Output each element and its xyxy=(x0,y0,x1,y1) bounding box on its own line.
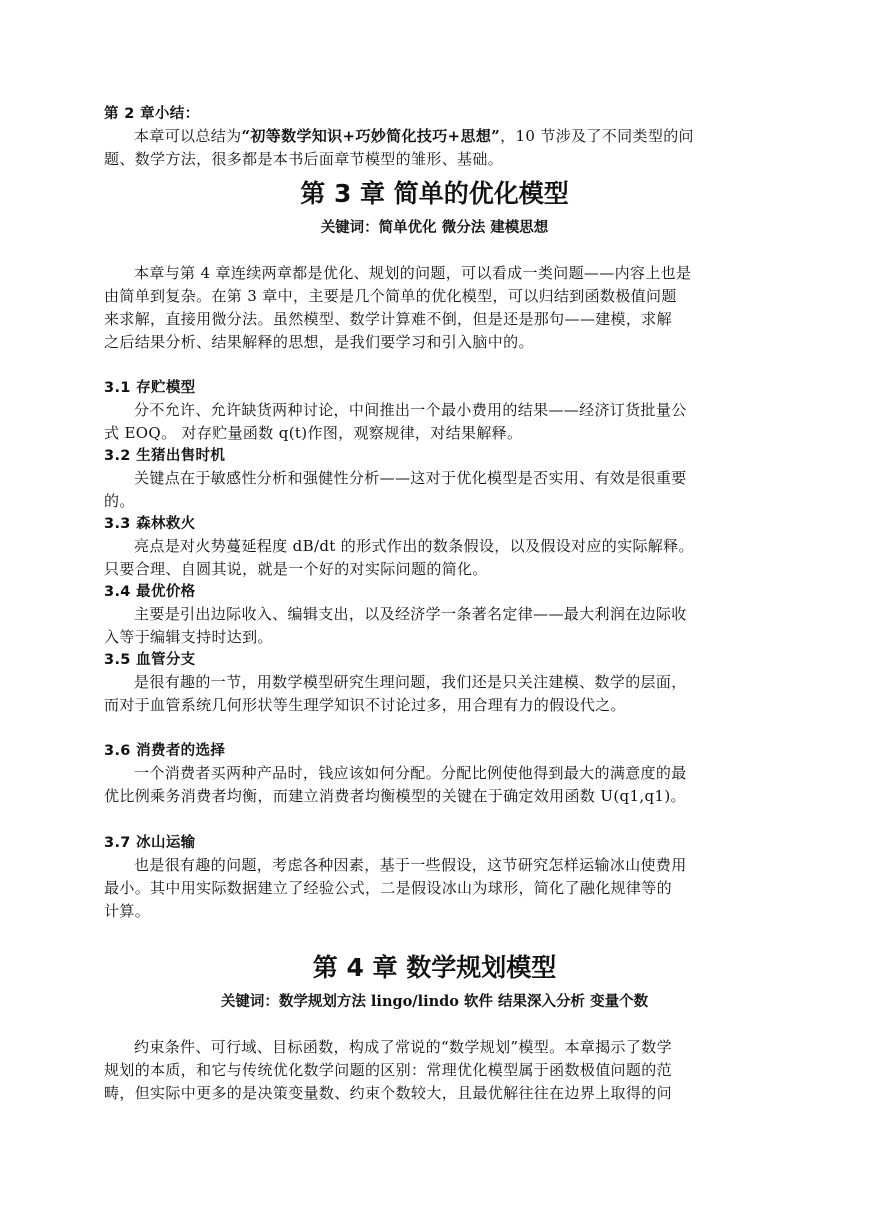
chapter4-intro-line: 约束条件、可行域、目标函数，构成了常说的“数学规划”模型。本章揭示了数学 xyxy=(134,1038,672,1056)
chapter3-keywords: 关键词：简单优化 微分法 建模思想 xyxy=(320,219,549,236)
chapter2-summary-heading: 第 2 章小结： xyxy=(104,106,200,122)
summary-paragraph-line xyxy=(104,126,760,147)
section-text-line: 主要是引出边际收入、编辑支出，以及经济学一条著名定律——最大利润在边际收 xyxy=(134,605,687,623)
section-title: 3.2 生猪出售时机 xyxy=(104,448,226,464)
chapter3-intro-line: 来求解，直接用微分法。虽然模型、数学计算难不倒，但是还是那句——建模，求解 xyxy=(104,310,672,328)
section-title: 3.1 存贮模型 xyxy=(104,380,196,396)
summary-paragraph-line: 题、数学方法，很多都是本书后面章节模型的雏形、基础。 xyxy=(104,150,504,168)
section-title: 3.6 消费者的选择 xyxy=(104,743,226,759)
section-text-line: 而对于血管系统几何形状等生理学知识不讨论过多，用合理有力的假设代之。 xyxy=(104,696,626,714)
section-text-line: 只要合理、自圆其说，就是一个好的对实际问题的简化。 xyxy=(104,560,488,578)
section-text-line: 也是很有趣的问题，考虑各种因素，基于一些假设，这节研究怎样运输冰山使费用 xyxy=(134,856,687,874)
chapter3-intro-line: 本章与第 4 章连续两章都是优化、规划的问题，可以看成一类问题——内容上也是 xyxy=(134,264,692,282)
section-text-line: 式 EOQ。 对存贮量函数 q(t)作图，观察规律，对结果解释。 xyxy=(104,424,523,442)
section-title: 3.4 最优价格 xyxy=(104,584,196,600)
chapter4-intro-line: 畴，但实际中更多的是决策变量数、约束个数较大，且最优解往往在边界上取得的问 xyxy=(104,1084,672,1102)
section-text-line: 的。 xyxy=(104,492,135,510)
section-title: 3.3 森林救火 xyxy=(104,516,196,532)
chapter3-intro-line: 由简单到复杂。在第 3 章中，主要是几个简单的优化模型，可以归结到函数极值问题 xyxy=(104,287,677,305)
summary-text: ，10 节涉及了不同类型的问 xyxy=(500,127,694,145)
section-title: 3.5 血管分支 xyxy=(104,652,196,668)
chapter4-intro-line: 规划的本质，和它与传统优化数学问题的区别：常理优化模型属于函数极值问题的范 xyxy=(104,1061,672,1079)
section-text-line: 是很有趣的一节，用数学模型研究生理问题，我们还是只关注建模、数学的层面， xyxy=(134,673,687,691)
section-text-line: 亮点是对火势蔓延程度 dB/dt 的形式作出的数条假设，以及假设对应的实际解释。 xyxy=(134,537,694,555)
section-text-line: 分不允许、允许缺货两种讨论，中间推出一个最小费用的结果——经济订货批量公 xyxy=(134,401,687,419)
section-text-line: 入等于编辑支持时达到。 xyxy=(104,628,273,646)
chapter4-keywords: 关键词：数学规划方法 lingo/lindo 软件 结果深入分析 变量个数 xyxy=(220,993,649,1010)
chapter4-title: 第 4 章 数学规划模型 xyxy=(312,953,557,982)
summary-text: 本章可以总结为 xyxy=(134,127,242,145)
section-text-line: 计算。 xyxy=(104,902,151,920)
summary-emphasis: “初等数学知识+巧妙简化技巧+思想” xyxy=(241,127,501,145)
chapter3-intro-line: 之后结果分析、结果解释的思想，是我们要学习和引入脑中的。 xyxy=(104,333,534,351)
section-text-line: 一个消费者买两种产品时，钱应该如何分配。分配比例使他得到最大的满意度的最 xyxy=(134,764,687,782)
section-text-line: 关键点在于敏感性分析和强健性分析——这对于优化模型是否实用、有效是很重要 xyxy=(134,469,687,487)
section-text-line: 最小。其中用实际数据建立了经验公式，二是假设冰山为球形，简化了融化规律等的 xyxy=(104,879,672,897)
section-text-line: 优比例乘务消费者均衡，而建立消费者均衡模型的关键在于确定效用函数 U(q1,q1)。 xyxy=(104,787,686,805)
section-title: 3.7 冰山运输 xyxy=(104,835,196,851)
chapter3-title: 第 3 章 简单的优化模型 xyxy=(300,179,569,208)
